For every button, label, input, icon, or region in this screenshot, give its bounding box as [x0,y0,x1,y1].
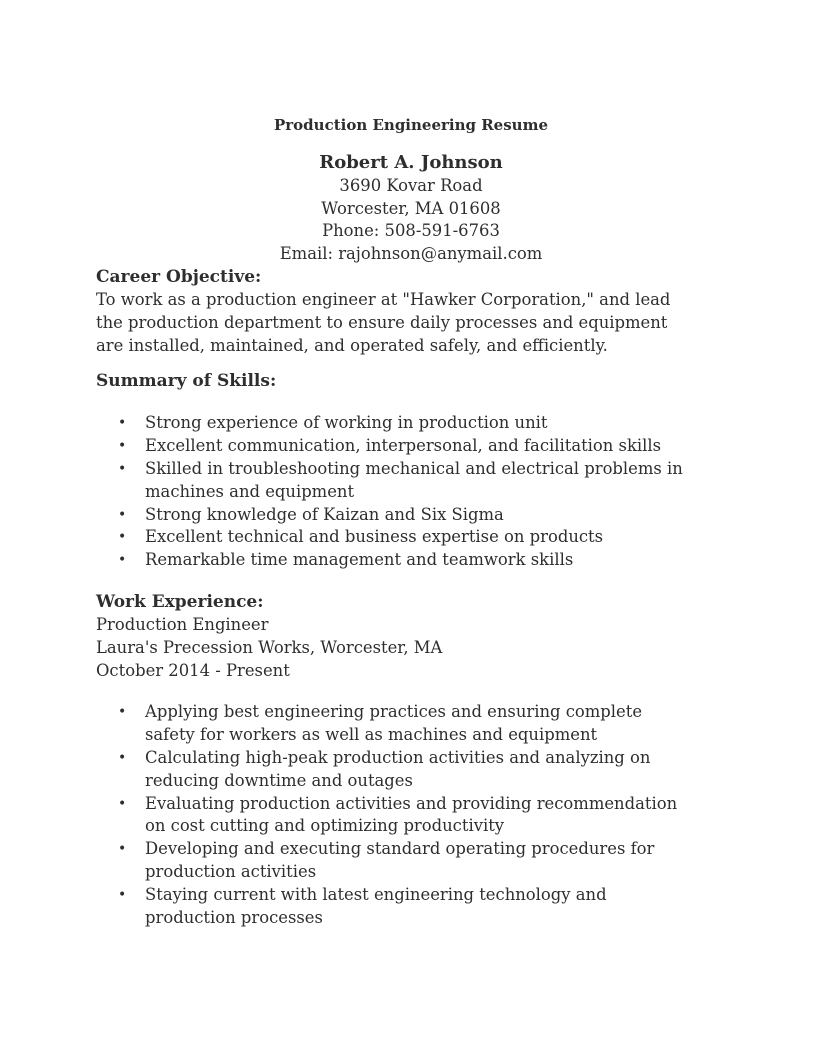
email: Email: rajohnson@anymail.com [279,244,543,264]
list-item-text: Remarkable time management and teamwork skills [145,550,574,570]
bullet-icon: • [118,886,127,903]
list-item-text: Evaluating production activities and providing recommendation [145,793,678,813]
resume-page [96,114,726,929]
bullet-icon: • [118,529,127,546]
list-item-text: safety for workers as well as machines and equipment [145,725,598,745]
list-item-text: machines and equipment [145,481,355,501]
list-item-text: production processes [145,907,323,927]
bullet-icon: • [118,438,127,455]
objective-line: are installed, maintained, and operated safely, and efficiently. [96,335,608,355]
list-item [96,549,726,572]
bullet-icon: • [118,415,127,432]
list-item-text: Staying current with latest engineering technology and [145,884,607,904]
candidate-name: Robert A. Johnson [319,152,503,173]
list-item-text: Strong experience of working in production unit [145,413,548,433]
bullet-icon: • [118,552,127,569]
job-position: Production Engineer [96,614,269,634]
list-item [96,701,726,747]
skills-list [96,412,726,572]
list-item-text: Strong knowledge of Kaizan and Six Sigma [145,504,504,524]
list-item-text: on cost cutting and optimizing productivity [145,816,505,836]
bullet-icon: • [118,795,127,812]
work-heading: Work Experience: [96,591,264,612]
list-item [96,435,726,458]
list-item-text: Excellent technical and business expertise on products [145,527,604,547]
city: Worcester, MA 01608 [321,198,501,218]
skills-heading: Summary of Skills: [96,371,277,392]
list-item [96,412,726,435]
list-item-text: reducing downtime and outages [145,770,413,790]
list-item-text: Skilled in troubleshooting mechanical and electrical problems in [145,458,683,478]
objective-line: To work as a production engineer at "Hawker Corporation," and lead [96,289,671,309]
list-item [96,793,726,839]
list-item-text: Calculating high-peak production activities and analyzing on [145,747,651,767]
list-item [96,526,726,549]
job-company: Laura's Precession Works, Worcester, MA [96,637,443,657]
objective-line: the production department to ensure daily processes and equipment [96,312,668,332]
objective-text [96,289,726,357]
bullet-icon: • [118,841,127,858]
document-title: Production Engineering Resume [274,116,548,134]
list-item-text: Excellent communication, interpersonal, and facilitation skills [145,436,662,456]
bullet-icon: • [118,749,127,766]
bullet-icon: • [118,460,127,477]
list-item [96,884,726,930]
phone: Phone: 508-591-6763 [322,221,500,241]
list-item [96,458,726,504]
work-duties-list [96,701,726,929]
objective-heading: Career Objective: [96,266,262,287]
list-item [96,747,726,793]
list-item [96,504,726,527]
bullet-icon: • [118,704,127,721]
job-dates: October 2014 - Present [96,660,290,680]
list-item-text: Applying best engineering practices and ensuring complete [145,702,643,722]
list-item [96,838,726,884]
bullet-icon: • [118,506,127,523]
list-item-text: Developing and executing standard operating procedures for [145,839,655,859]
list-item-text: production activities [145,861,317,881]
address: 3690 Kovar Road [339,175,483,195]
